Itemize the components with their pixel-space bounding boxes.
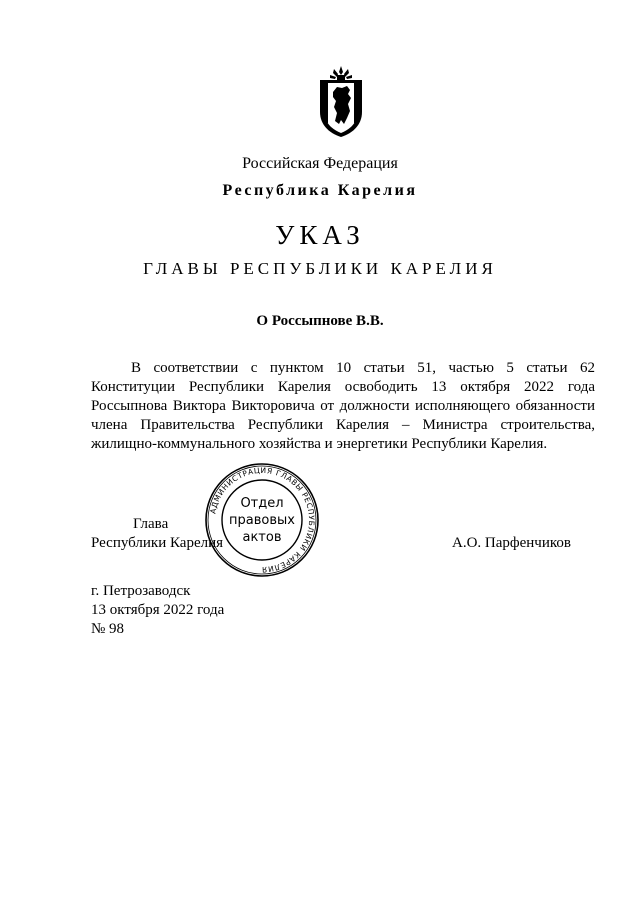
issue-city: г. Петрозаводск — [91, 583, 191, 599]
stamp-line2: правовых — [229, 513, 295, 528]
signatory-name: А.О. Парфенчиков — [452, 535, 571, 551]
stamp-line1: Отдел — [240, 496, 284, 511]
signatory-title-line2: Республики Карелия — [91, 535, 224, 551]
stamp-ring-text: АДМИНИСТРАЦИЯ ГЛАВЫ РЕСПУБЛИКИ КАРЕЛИЯ — [208, 465, 317, 575]
country-title: Российская Федерация — [242, 155, 398, 172]
issuing-authority: ГЛАВЫ РЕСПУБЛИКИ КАРЕЛИЯ — [143, 259, 497, 278]
issue-date: 13 октября 2022 года — [91, 602, 225, 618]
decree-body: В соответствии с пунктом 10 статьи 51, частью 5 статьи 62 Конституции Республики Карелия освободить 13 октября 2022 года Россыпнова Виктора Викторовича от должности исполняющего обязанности члена Правительства Республики Карелия – Министра строительства, жилищно-коммунального хозяйства и энергетики Республики Карелия. — [91, 360, 595, 452]
document-number: № 98 — [91, 621, 125, 637]
coat-of-arms-icon — [317, 66, 365, 138]
document-subject: О Россыпнове В.В. — [256, 313, 384, 329]
official-stamp — [204, 462, 320, 578]
signatory-title-line1: Глава — [133, 516, 169, 532]
stamp-line3: актов — [242, 530, 282, 545]
republic-title: Республика Карелия — [222, 182, 418, 199]
document-type: УКАЗ — [275, 220, 365, 250]
